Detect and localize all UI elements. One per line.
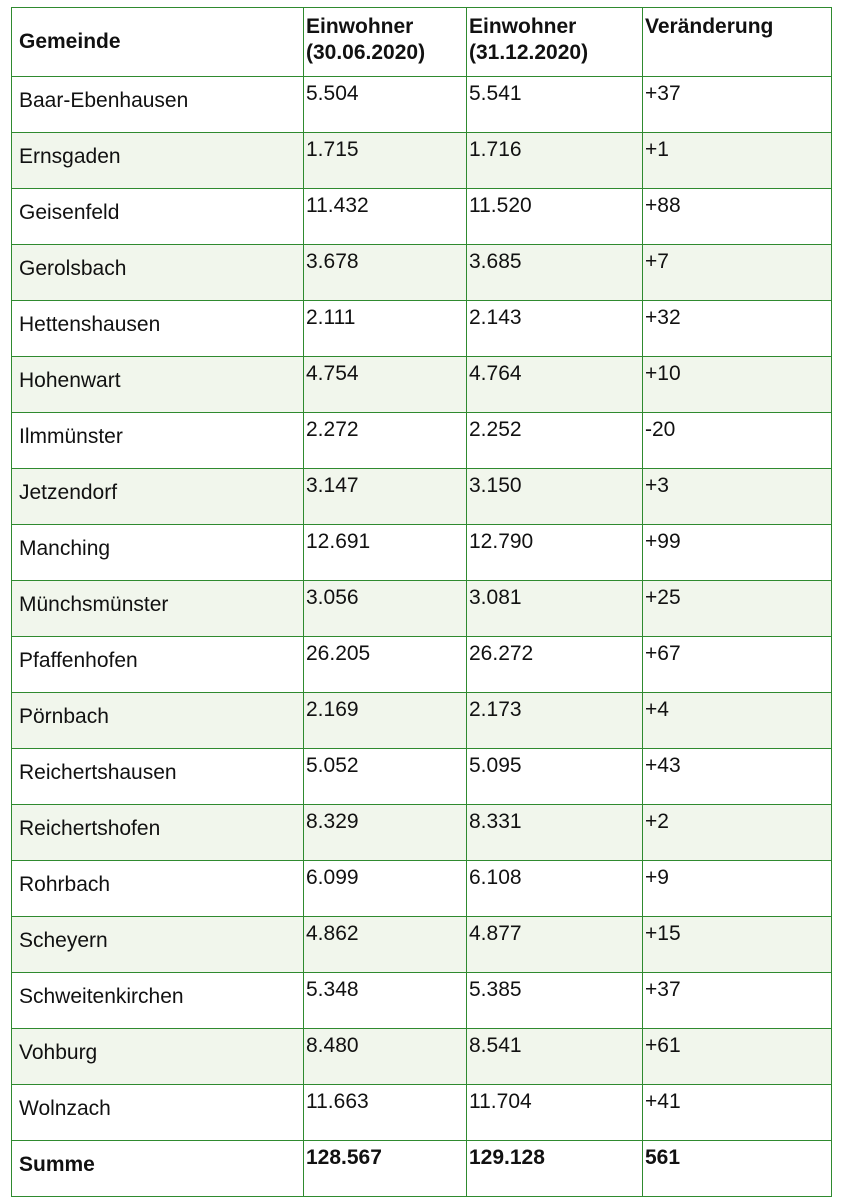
gemeinde-cell: Hohenwart [12,357,304,413]
gemeinde-cell: Münchsmünster [12,581,304,637]
einwohner-december-cell: 3.150 [467,469,643,525]
gemeinde-cell: Rohrbach [12,861,304,917]
einwohner-june-cell: 5.348 [304,973,467,1029]
header-row [12,8,832,77]
veraenderung-cell: +25 [643,581,832,637]
gemeinde-cell: Reichertshofen [12,805,304,861]
header-einwohner-june [304,8,467,77]
einwohner-december-cell: 8.541 [467,1029,643,1085]
veraenderung-cell: +43 [643,749,832,805]
veraenderung-cell: +15 [643,917,832,973]
header-einwohner-december [467,8,643,77]
gemeinde-cell: Hettenshausen [12,301,304,357]
einwohner-june-cell: 3.056 [304,581,467,637]
table-row [12,805,832,861]
gemeinde-cell: Gerolsbach [12,245,304,301]
einwohner-june-cell: 4.862 [304,917,467,973]
einwohner-december-cell: 2.173 [467,693,643,749]
einwohner-december-cell: 12.790 [467,525,643,581]
table-row [12,917,832,973]
table-row [12,301,832,357]
table-row [12,525,832,581]
einwohner-december-cell: 5.095 [467,749,643,805]
einwohner-june-cell: 12.691 [304,525,467,581]
gemeinde-cell: Ernsgaden [12,133,304,189]
einwohner-june-cell: 8.480 [304,1029,467,1085]
einwohner-december-cell: 1.716 [467,133,643,189]
header-veraenderung: Veränderung [643,8,832,77]
veraenderung-cell: +10 [643,357,832,413]
gemeinde-cell: Reichertshausen [12,749,304,805]
einwohner-june-cell: 11.663 [304,1085,467,1141]
veraenderung-cell: +3 [643,469,832,525]
table-row [12,637,832,693]
table-row [12,973,832,1029]
einwohner-june-cell: 3.678 [304,245,467,301]
veraenderung-cell: +88 [643,189,832,245]
table-row [12,1085,832,1141]
veraenderung-cell: +32 [643,301,832,357]
table-row [12,581,832,637]
einwohner-december-cell: 5.385 [467,973,643,1029]
einwohner-december-cell: 11.520 [467,189,643,245]
gemeinde-cell: Vohburg [12,1029,304,1085]
einwohner-june-cell: 8.329 [304,805,467,861]
total-veraenderung: 561 [643,1141,832,1197]
total-einwohner-december: 129.128 [467,1141,643,1197]
veraenderung-cell: +99 [643,525,832,581]
header-einwohner-december-line2: (31.12.2020) [469,41,589,64]
gemeinde-cell: Pörnbach [12,693,304,749]
table-row [12,189,832,245]
veraenderung-cell: +37 [643,973,832,1029]
veraenderung-cell: +9 [643,861,832,917]
veraenderung-cell: +7 [643,245,832,301]
einwohner-june-cell: 26.205 [304,637,467,693]
veraenderung-cell: +61 [643,1029,832,1085]
table-row [12,469,832,525]
einwohner-june-cell: 6.099 [304,861,467,917]
gemeinde-cell: Wolnzach [12,1085,304,1141]
table-row [12,413,832,469]
veraenderung-cell: +1 [643,133,832,189]
einwohner-june-cell: 2.169 [304,693,467,749]
table-row [12,861,832,917]
header-einwohner-december-line1: Einwohner [469,15,577,38]
einwohner-december-cell: 26.272 [467,637,643,693]
veraenderung-cell: +67 [643,637,832,693]
einwohner-december-cell: 8.331 [467,805,643,861]
einwohner-december-cell: 2.143 [467,301,643,357]
total-einwohner-june: 128.567 [304,1141,467,1197]
einwohner-june-cell: 11.432 [304,189,467,245]
gemeinde-cell: Baar-Ebenhausen [12,77,304,133]
veraenderung-cell: +2 [643,805,832,861]
total-label: Summe [12,1141,304,1197]
veraenderung-cell: -20 [643,413,832,469]
gemeinde-cell: Manching [12,525,304,581]
einwohner-june-cell: 5.052 [304,749,467,805]
veraenderung-cell: +37 [643,77,832,133]
einwohner-june-cell: 2.111 [304,301,467,357]
einwohner-december-cell: 4.877 [467,917,643,973]
einwohner-december-cell: 5.541 [467,77,643,133]
total-row [12,1141,832,1197]
table-row [12,693,832,749]
table-row [12,133,832,189]
table-row [12,1029,832,1085]
einwohner-december-cell: 3.081 [467,581,643,637]
einwohner-december-cell: 11.704 [467,1085,643,1141]
einwohner-december-cell: 2.252 [467,413,643,469]
table-row [12,357,832,413]
gemeinde-cell: Schweitenkirchen [12,973,304,1029]
veraenderung-cell: +4 [643,693,832,749]
gemeinde-cell: Ilmmünster [12,413,304,469]
header-einwohner-june-line2: (30.06.2020) [306,41,426,64]
einwohner-december-cell: 3.685 [467,245,643,301]
header-gemeinde: Gemeinde [12,8,304,77]
einwohner-june-cell: 3.147 [304,469,467,525]
gemeinde-cell: Geisenfeld [12,189,304,245]
einwohner-june-cell: 1.715 [304,133,467,189]
gemeinde-cell: Pfaffenhofen [12,637,304,693]
einwohner-june-cell: 2.272 [304,413,467,469]
header-einwohner-june-line1: Einwohner [306,15,414,38]
einwohner-june-cell: 4.754 [304,357,467,413]
einwohner-december-cell: 4.764 [467,357,643,413]
table-row [12,77,832,133]
gemeinde-cell: Scheyern [12,917,304,973]
einwohner-december-cell: 6.108 [467,861,643,917]
table-row [12,245,832,301]
table-row [12,749,832,805]
einwohner-june-cell: 5.504 [304,77,467,133]
veraenderung-cell: +41 [643,1085,832,1141]
population-table [11,7,832,1197]
gemeinde-cell: Jetzendorf [12,469,304,525]
